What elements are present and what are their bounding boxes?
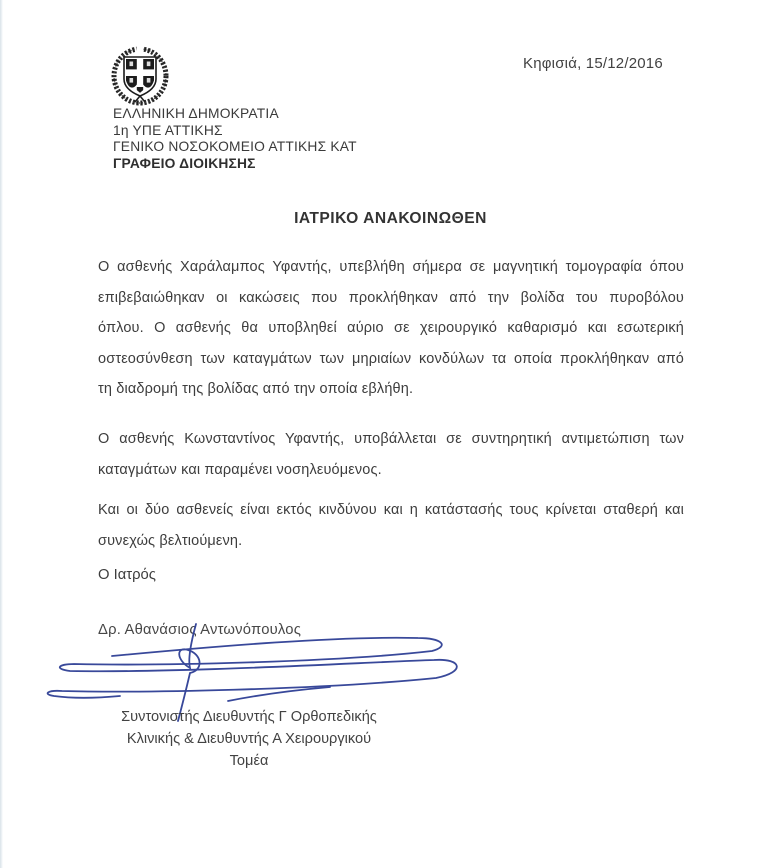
- body-paragraph-3: [98, 495, 684, 556]
- signatory-titles-block: [98, 706, 400, 772]
- signatory-title-line: Κλινικής & Διευθυντής Α Χειρουργικού: [126, 731, 372, 747]
- scan-edge-artifact: [0, 0, 3, 868]
- text-line: Ο ασθενής Χαράλαμπος Υφαντής, υπεβλήθη σήμερα σε μαγνητική τομογραφία όπου: [98, 259, 684, 275]
- text-line: Ο ασθενής Κωνσταντίνος Υφαντής, υποβάλλεται σε συντηρητική αντιμετώπιση των: [98, 431, 684, 447]
- document-title: ΙΑΤΡΙΚΟ ΑΝΑΚΟΙΝΩΘΕΝ: [294, 210, 487, 227]
- org-line-republic: ΕΛΛΗΝΙΚΗ ΔΗΜΟΚΡΑΤΙΑ: [113, 106, 279, 121]
- text-line: συνεχώς βελτιούμενη.: [98, 532, 243, 549]
- org-line-ype: 1η ΥΠΕ ΑΤΤΙΚΗΣ: [113, 122, 223, 138]
- closing-salutation: Ο Ιατρός: [98, 567, 156, 583]
- text-line: καταγμάτων και παραμένει νοσηλευόμενος.: [98, 461, 382, 478]
- org-line-office: ΓΡΑΦΕΙΟ ΔΙΟΙΚΗΣΗΣ: [113, 155, 256, 171]
- body-paragraph-1: [98, 252, 684, 405]
- text-line: επιβεβαιώθηκαν οι κακώσεις που προκλήθηκαν από την βολίδα του πυροβόλου: [98, 289, 684, 306]
- text-line: τη διαδρομή της βολίδας από την οποία εβλήθη.: [98, 381, 414, 398]
- signatory-name: Δρ. Αθανάσιος Αντωνόπουλος: [98, 622, 302, 638]
- text-line: όπλου. Ο ασθενής θα υποβληθεί αύριο σε χειρουργικό καθαρισμό και εσωτερική: [98, 320, 684, 337]
- signatory-title-line: Συντονιστής Διευθυντής Γ Ορθοπεδικής: [121, 709, 377, 725]
- org-line-hospital: ΓΕΝΙΚΟ ΝΟΣΟΚΟΜΕΙΟ ΑΤΤΙΚΗΣ ΚΑΤ: [113, 139, 357, 155]
- greek-coat-of-arms-icon: [110, 46, 170, 108]
- body-paragraph-2: [98, 424, 684, 485]
- letterhead-org-block: [113, 106, 357, 172]
- text-line: οστεοσύνθεση των καταγμάτων των μηριαίων κονδύλων τα οποία προκλήθηκαν από: [98, 350, 684, 367]
- text-line: Και οι δύο ασθενείς είναι εκτός κινδύνου και η κατάστασής τους κρίνεται σταθερή και: [98, 502, 684, 518]
- signatory-title-line: Τομέα: [229, 753, 269, 769]
- date-line: Κηφισιά, 15/12/2016: [523, 55, 663, 72]
